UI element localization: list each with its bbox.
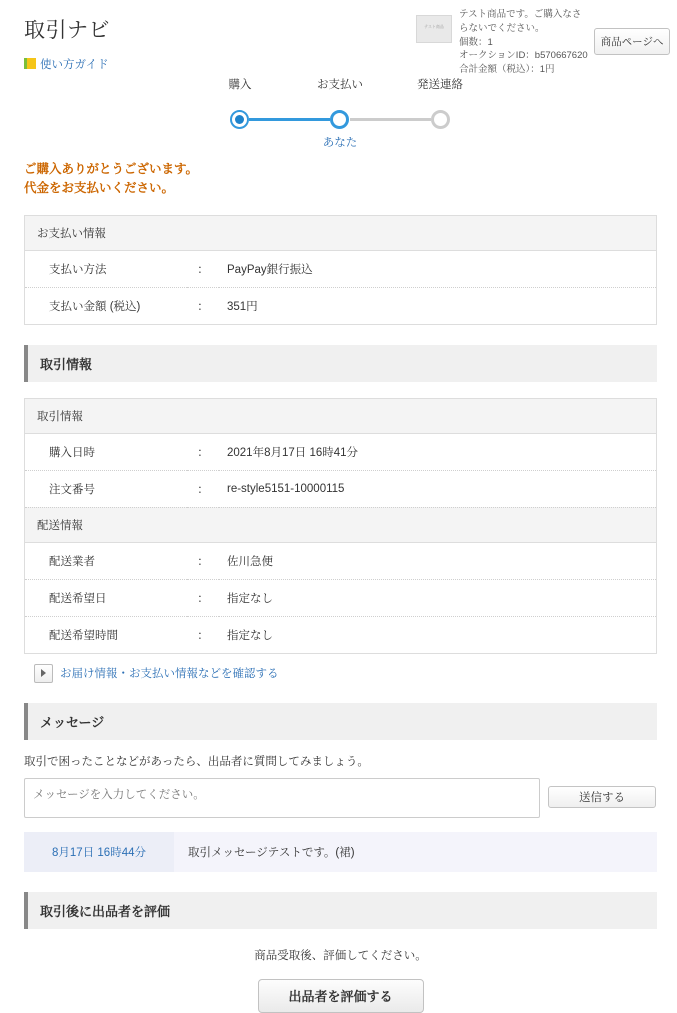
order-number-colon: ： — [187, 470, 219, 507]
carrier-label: 配送業者 — [25, 542, 188, 579]
delivery-date-colon: ： — [187, 579, 219, 616]
product-info — [459, 6, 588, 77]
payment-amount-colon: ： — [187, 287, 219, 324]
message-section — [24, 703, 657, 740]
step-label-payment: お支払い — [317, 79, 363, 91]
rating-section — [24, 892, 657, 1013]
purchase-date-colon: ： — [187, 433, 219, 470]
payment-amount-value: 351円 — [219, 287, 657, 324]
payment-method-colon: ： — [187, 250, 219, 287]
product-total: 合計金額（税込）：1円 — [459, 64, 555, 76]
product-page-button[interactable]: 商品ページへ — [594, 28, 671, 55]
delivery-time-colon: ： — [187, 616, 219, 653]
delivery-details-disclosure[interactable] — [34, 664, 677, 683]
message-description: 取引で困ったことなどがあったら、出品者に質問してみましょう。 — [24, 755, 369, 768]
delivery-time-value: 指定なし — [219, 616, 657, 653]
send-message-button[interactable]: 送信する — [548, 786, 656, 808]
message-timestamp: 8月17日 16時44分 — [24, 832, 174, 872]
shipping-info-caption-row — [25, 507, 657, 542]
delivery-date-label: 配送希望日 — [25, 579, 188, 616]
table-row — [25, 579, 657, 616]
step-marker-purchase — [230, 110, 249, 129]
carrier-value: 佐川急便 — [219, 542, 657, 579]
delivery-details-link[interactable]: お届け情報・お支払い情報などを確認する — [60, 668, 279, 681]
payment-info-caption: お支払い情報 — [25, 215, 657, 250]
payment-method-label: 支払い方法 — [25, 250, 188, 287]
table-row — [25, 616, 657, 653]
payment-info-table — [24, 215, 657, 325]
delivery-date-value: 指定なし — [219, 579, 657, 616]
list-item — [24, 832, 657, 872]
delivery-time-label: 配送希望時間 — [25, 616, 188, 653]
carrier-colon: ： — [187, 542, 219, 579]
notice-line-1: ご購入ありがとうございます。 — [24, 162, 199, 176]
product-summary — [416, 6, 664, 77]
step-marker-shipping — [431, 110, 450, 129]
purchase-date-value: 2021年8月17日 16時41分 — [219, 433, 657, 470]
step-connector-1 — [249, 118, 330, 121]
you-indicator: あなた — [322, 137, 358, 149]
rate-seller-button[interactable]: 出品者を評価する — [258, 979, 424, 1013]
table-row — [25, 250, 657, 287]
usage-guide-link[interactable] — [24, 56, 109, 72]
step-marker-payment — [330, 110, 349, 129]
table-row — [25, 287, 657, 324]
table-row — [25, 470, 657, 507]
message-input[interactable] — [24, 778, 540, 818]
step-label-shipping: 発送連絡 — [417, 79, 463, 91]
order-number-value: re-style5151-10000115 — [219, 470, 657, 507]
message-section-title: メッセージ — [24, 703, 657, 740]
product-auction-id: オークションID：b570667620 — [459, 50, 588, 62]
message-compose-row — [24, 778, 657, 818]
rating-description: 商品受取後、評価してください。 — [254, 949, 427, 962]
product-description: テスト商品です。ご購入なさらないでください。 — [459, 9, 582, 34]
product-thumbnail-label: テスト商品 — [424, 24, 444, 29]
purchase-date-label: 購入日時 — [25, 433, 188, 470]
transaction-section — [24, 345, 657, 654]
product-quantity: 個数：1 — [459, 36, 493, 48]
transaction-info-table — [24, 398, 657, 654]
notice-line-2: 代金をお支払いください。 — [24, 181, 175, 196]
chevron-right-icon[interactable] — [34, 664, 53, 683]
page-title: 取引ナビ — [24, 19, 110, 42]
order-number-label: 注文番号 — [25, 470, 188, 507]
usage-guide-label: 使い方ガイド — [40, 59, 109, 71]
product-thumbnail — [416, 15, 452, 43]
transaction-section-title: 取引情報 — [24, 345, 657, 382]
transaction-info-caption: 取引情報 — [25, 398, 657, 433]
shipping-info-caption: 配送情報 — [25, 507, 657, 542]
payment-info-section — [24, 215, 657, 325]
payment-method-value: PayPay銀行振込 — [219, 250, 657, 287]
table-row — [25, 433, 657, 470]
page-header — [0, 0, 677, 76]
message-text: 取引メッセージテストです。(裙) — [188, 846, 355, 859]
notice-block — [24, 160, 677, 199]
book-icon — [24, 58, 36, 69]
progress-stepper — [0, 76, 677, 156]
table-row — [25, 542, 657, 579]
step-connector-2 — [350, 118, 431, 121]
step-label-purchase: 購入 — [228, 79, 252, 91]
rating-section-title: 取引後に出品者を評価 — [24, 892, 657, 929]
payment-amount-label: 支払い金額 (税込) — [25, 287, 188, 324]
